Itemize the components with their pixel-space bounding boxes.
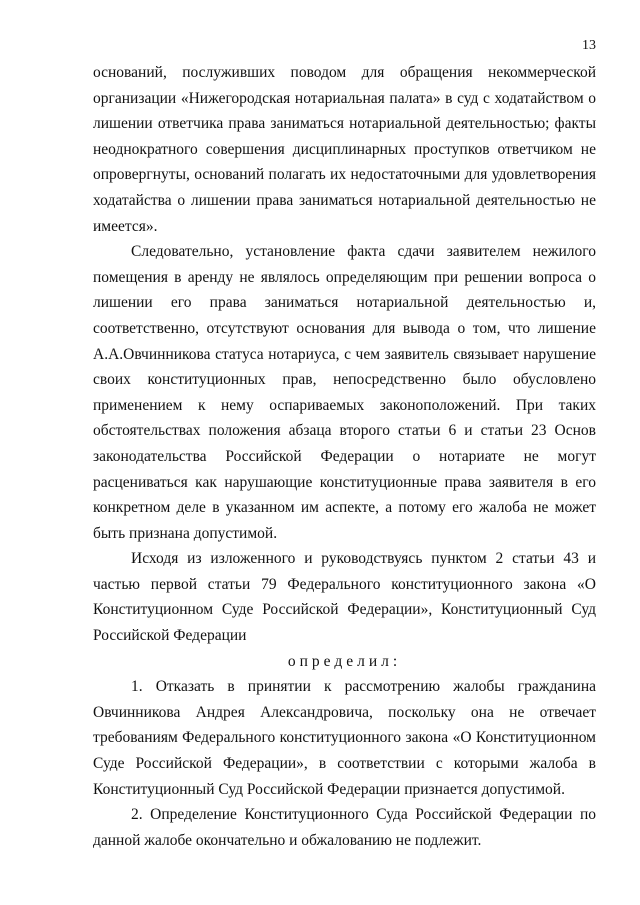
resolution-item-2: 2. Определение Конституционного Суда Российской Федерации по данной жалобе окончательно и обжалованию не подлежит. xyxy=(93,806,596,849)
page-number: 13 xyxy=(582,38,596,53)
paragraph-conclusion: Следовательно, установление факта сдачи заявителем нежилого помещения в аренду не являлось определяющим при решении вопроса о лишении его права заниматься нотариальной деятельностью и, соответственно, отсутствуют основания для вывода о том, что лишение А.А.Овчинникова статуса нотариуса, с чем заявитель связывает нарушение своих конституционных прав, непосредственно было обусловлено применением к нему оспариваемых законоположений. При таких обстоятельствах положения абзаца второго статьи 6 и статьи 23 Основ законодательства Российской Федерации о нотариате не могут расцениваться как нарушающие конституционные права заявителя в его конкретном деле в указанном им аспекте, а потому его жалоба не может быть признана допустимой. xyxy=(93,243,596,542)
ruling-heading: определил: xyxy=(287,652,402,670)
resolution-item-1: 1. Отказать в принятии к рассмотрению жалобы гражданина Овчинникова Андрея Александровича, поскольку она не отвечает требованиям Федерального конституционного закона «О Конституционном Суде Российской Федерации», в соответствии с которыми жалоба в Конституционный Суд Российской Федерации признается допустимой. xyxy=(93,678,596,798)
document-body xyxy=(93,60,596,853)
paragraph-legal-basis: Исходя из изложенного и руководствуясь пунктом 2 статьи 43 и частью первой статьи 79 Федерального конституционного закона «О Конституционном Суде Российской Федерации», Конституционный Суд Российской Федерации xyxy=(93,550,596,645)
paragraph-continuation: оснований, послуживших поводом для обращения некоммерческой организации «Нижегородская нотариальная палата» в суд с ходатайством о лишении ответчика права заниматься нотариальной деятельностью; факты неоднократного совершения дисциплинарных проступков ответчиком не опровергнуты, оснований полагать их недостаточными для удовлетворения ходатайства о лишении права заниматься нотариальной деятельностью не имеется». xyxy=(93,64,596,235)
